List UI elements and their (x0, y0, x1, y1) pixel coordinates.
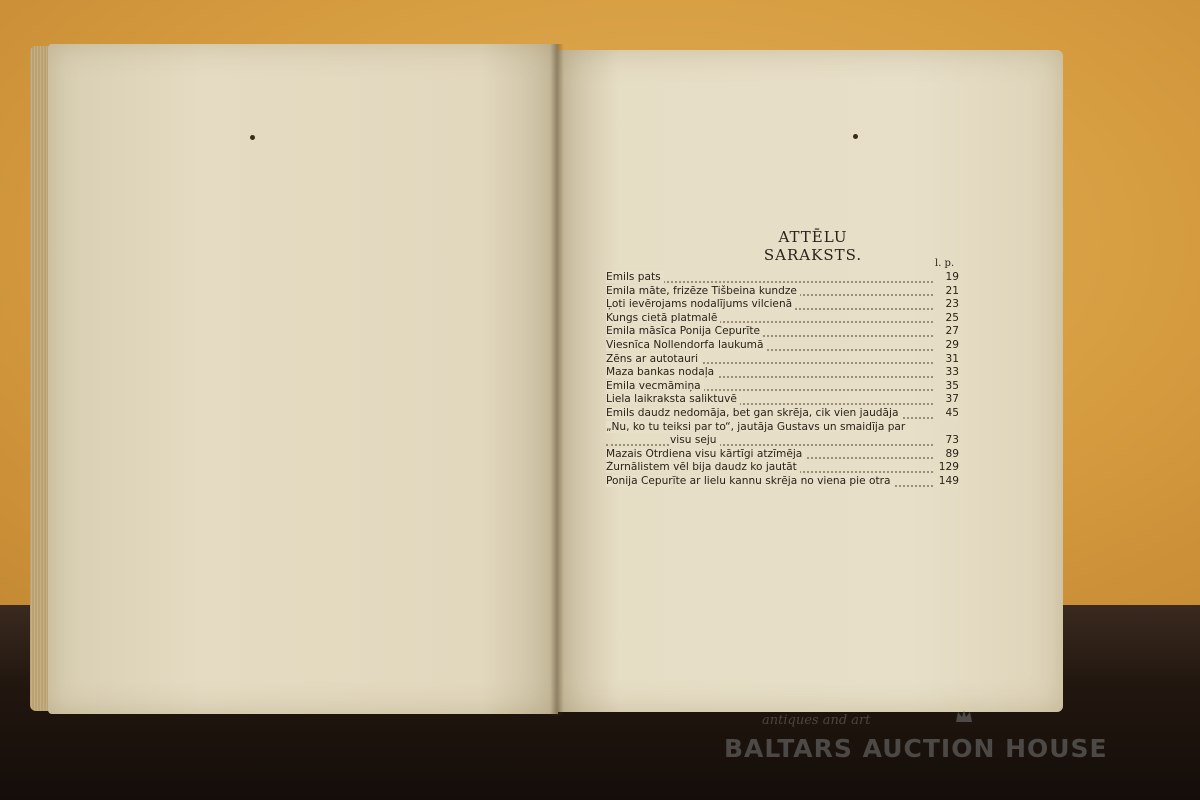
toc-entry-title: Kungs cietā platmalē (606, 312, 720, 324)
toc-entry-page: 45 (942, 407, 959, 421)
toc-entry-title: Ponija Cepurīte ar lielu kannu skrēja no viena pie otra (606, 475, 893, 487)
toc-entry-page: 27 (942, 325, 959, 339)
toc-entry (606, 366, 959, 380)
toc-entry-title: Mazais Otrdiena visu kārtīgi atzīmēja (606, 448, 805, 460)
toc-entry-page: 35 (942, 380, 959, 394)
toc-entry (606, 421, 959, 435)
toc-entry-title: Žurnālistem vēl bija daudz ko jautāt (606, 461, 800, 473)
toc-entry-page: 23 (942, 298, 959, 312)
toc-entry (606, 298, 959, 312)
toc-entry-title: Emils pats (606, 271, 664, 283)
toc-entry (606, 407, 959, 421)
toc-entry-title: Maza bankas nodaļa (606, 366, 717, 378)
toc-entry-title: Liela laikraksta saliktuvē (606, 393, 740, 405)
toc-entry (606, 461, 959, 475)
toc-entry (606, 448, 959, 462)
paper-spot (853, 134, 858, 139)
watermark-brand: BALTARS AUCTION HOUSE (724, 734, 1108, 763)
book-spine (550, 44, 564, 716)
toc-entry (606, 353, 959, 367)
toc-entry-page: 149 (935, 475, 959, 489)
toc-entry (606, 434, 959, 448)
toc-entry-page: 25 (942, 312, 959, 326)
toc-entry (606, 312, 959, 326)
toc-entry-page: 37 (942, 393, 959, 407)
toc-entry-page: 89 (942, 448, 959, 462)
toc-entry-title: Viesnīca Nollendorfa laukumā (606, 339, 767, 351)
toc-entry-title: visu seju (670, 434, 720, 446)
toc-entry (606, 339, 959, 353)
toc-entry-page: 129 (935, 461, 959, 475)
toc-list (606, 271, 959, 489)
toc-entry (606, 393, 959, 407)
toc-entry (606, 271, 959, 285)
toc-entry-page: 19 (942, 271, 959, 285)
toc-entry (606, 325, 959, 339)
toc-entry-page: 33 (942, 366, 959, 380)
toc-entry-title: Zēns ar autotauri (606, 353, 701, 365)
watermark-tagline: antiques and art (762, 713, 871, 728)
toc-entry (606, 380, 959, 394)
left-page (48, 44, 558, 714)
toc-entry-title: „Nu, ko tu teiksi par to“, jautāja Gustavs un smaidīja par (606, 421, 908, 433)
toc-entry-page: 73 (942, 434, 959, 448)
toc-entry-title: Emila vecmāmiņa (606, 380, 704, 392)
toc-entry-title: Emila māsīca Ponija Cepurīte (606, 325, 763, 337)
toc-title: ATTĒLU SARAKSTS. (763, 228, 863, 264)
toc-entry-title: Emila māte, frizēze Tišbeina kundze (606, 285, 800, 297)
toc-entry (606, 475, 959, 489)
toc-entry-page: 29 (942, 339, 959, 353)
paper-spot (250, 135, 255, 140)
toc-entry-page: 21 (942, 285, 959, 299)
toc-entry-page: 31 (942, 353, 959, 367)
toc-entry (606, 285, 959, 299)
page-column-label: l. p. (935, 258, 955, 269)
crown-icon (955, 708, 973, 724)
toc-entry-title: Emils daudz nedomāja, bet gan skrēja, cik vien jaudāja (606, 407, 901, 419)
toc-entry-title: Ļoti ievērojams nodalījums vilcienā (606, 298, 795, 310)
